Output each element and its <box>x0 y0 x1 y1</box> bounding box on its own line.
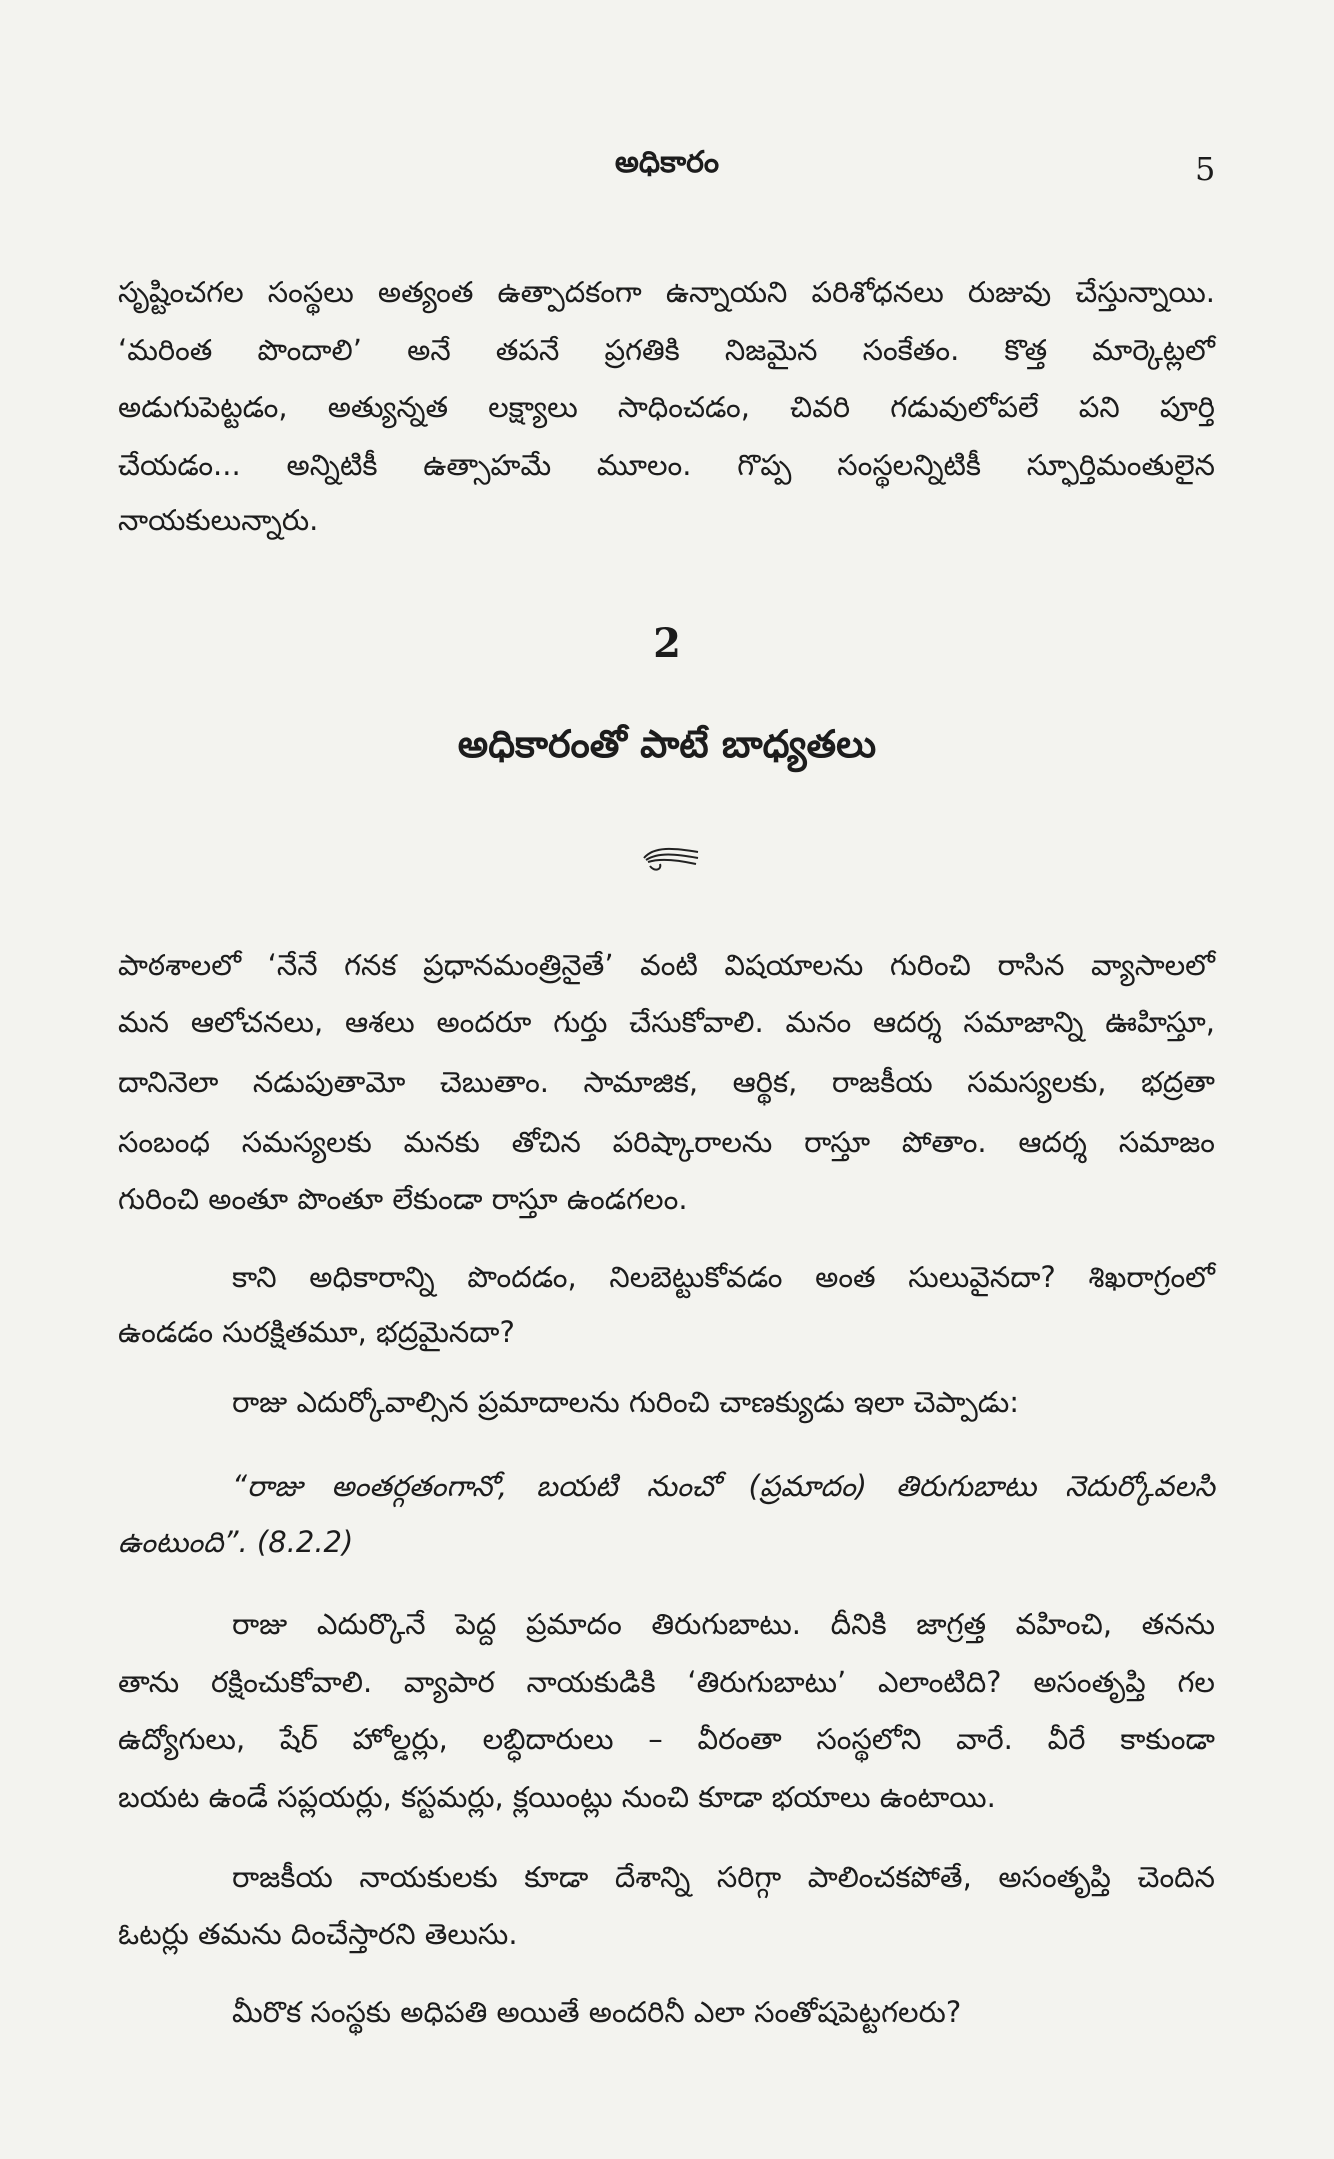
text-line: ఉండడం సురక్షితమూ, భద్రమైనదా? <box>118 1315 515 1349</box>
text-line: చేయడం... అన్నిటికీ ఉత్సాహమే మూలం. గొప్ప సంస్థలన్నిటికీ స్ఫూర్తిమంతులైన <box>118 448 1215 482</box>
page-number: 5 <box>1195 150 1216 188</box>
text-line: గురించి అంతూ పొంతూ లేకుండా రాస్తూ ఉండగలం. <box>118 1182 688 1216</box>
text-line: తాను రక్షించుకోవాలి. వ్యాపార నాయకుడికి ‘తిరుగుబాటు’ ఎలాంటిది? అసంతృప్తి గల <box>118 1665 1215 1699</box>
text-line: రాజకీయ నాయకులకు కూడా దేశాన్ని సరిగ్గా పాలించకపోతే, అసంతృప్తి చెందిన <box>232 1860 1215 1894</box>
text-line: అడుగుపెట్టడం, అత్యున్నత లక్ష్యాలు సాధించడం, చివరి గడువులోపలే పని పూర్తి <box>118 390 1215 424</box>
text-line: నాయకులున్నారు. <box>118 503 319 537</box>
text-line: రాజు ఎదుర్కొనే పెద్ద ప్రమాదం తిరుగుబాటు. దీనికి జాగ్రత్త వహించి, తనను <box>232 1607 1215 1641</box>
text-line: బయట ఉండే సప్లయర్లు, కస్టమర్లు, క్లయింట్లు నుంచి కూడా భయాలు ఉంటాయి. <box>118 1780 996 1814</box>
ornament-flourish-icon <box>640 842 702 878</box>
text-line: పాఠశాలలో ‘నేనే గనక ప్రధానమంత్రినైతే’ వంటి విషయాలను గురించి రాసిన వ్యాసాలలో <box>118 948 1215 982</box>
text-line: రాజు ఎదుర్కోవాల్సిన ప్రమాదాలను గురించి చాణక్యుడు ఇలా చెప్పాడు: <box>232 1385 1020 1419</box>
text-line: ఉంటుంది”. (8.2.2) <box>118 1525 354 1559</box>
text-line: కాని అధికారాన్ని పొందడం, నిలబెట్టుకోవడం అంత సులువైనదా? శిఖరాగ్రంలో <box>232 1260 1215 1294</box>
text-line: “రాజు అంతర్గతంగానో, బయటి నుంచో (ప్రమాదం) తిరుగుబాటు నెదుర్కోవలసి <box>232 1469 1215 1503</box>
text-line: ఉద్యోగులు, షేర్ హోల్డర్లు, లబ్ధిదారులు – వీరంతా సంస్థలోని వారే. వీరే కాకుండా <box>118 1722 1215 1756</box>
running-header: అధికారం <box>614 145 720 180</box>
text-line: ఓటర్లు తమను దించేస్తారని తెలుసు. <box>118 1917 518 1951</box>
text-line: మీరొక సంస్థకు అధిపతి అయితే అందరినీ ఎలా సంతోషపెట్టగలరు? <box>232 1995 962 2029</box>
text-line: సంబంధ సమస్యలకు మనకు తోచిన పరిష్కారాలను రాస్తూ పోతాం. ఆదర్శ సమాజం <box>118 1125 1215 1159</box>
text-line: ‘మరింత పొందాలి’ అనే తపనే ప్రగతికి నిజమైన సంకేతం. కొత్త మార్కెట్లలో <box>118 333 1215 367</box>
chapter-title: అధికారంతో పాటే బాధ్యతలు <box>457 722 877 766</box>
text-line: దానినెలా నడుపుతామో చెబుతాం. సామాజిక, ఆర్థిక, రాజకీయ సమస్యలకు, భద్రతా <box>118 1065 1215 1099</box>
chapter-number: 2 <box>653 620 681 667</box>
text-line: సృష్టించగల సంస్థలు అత్యంత ఉత్పాదకంగా ఉన్నాయని పరిశోధనలు రుజువు చేస్తున్నాయి. <box>118 275 1215 309</box>
text-line: మన ఆలోచనలు, ఆశలు అందరూ గుర్తు చేసుకోవాలి. మనం ఆదర్శ సమాజాన్ని ఊహిస్తూ, <box>118 1005 1215 1039</box>
